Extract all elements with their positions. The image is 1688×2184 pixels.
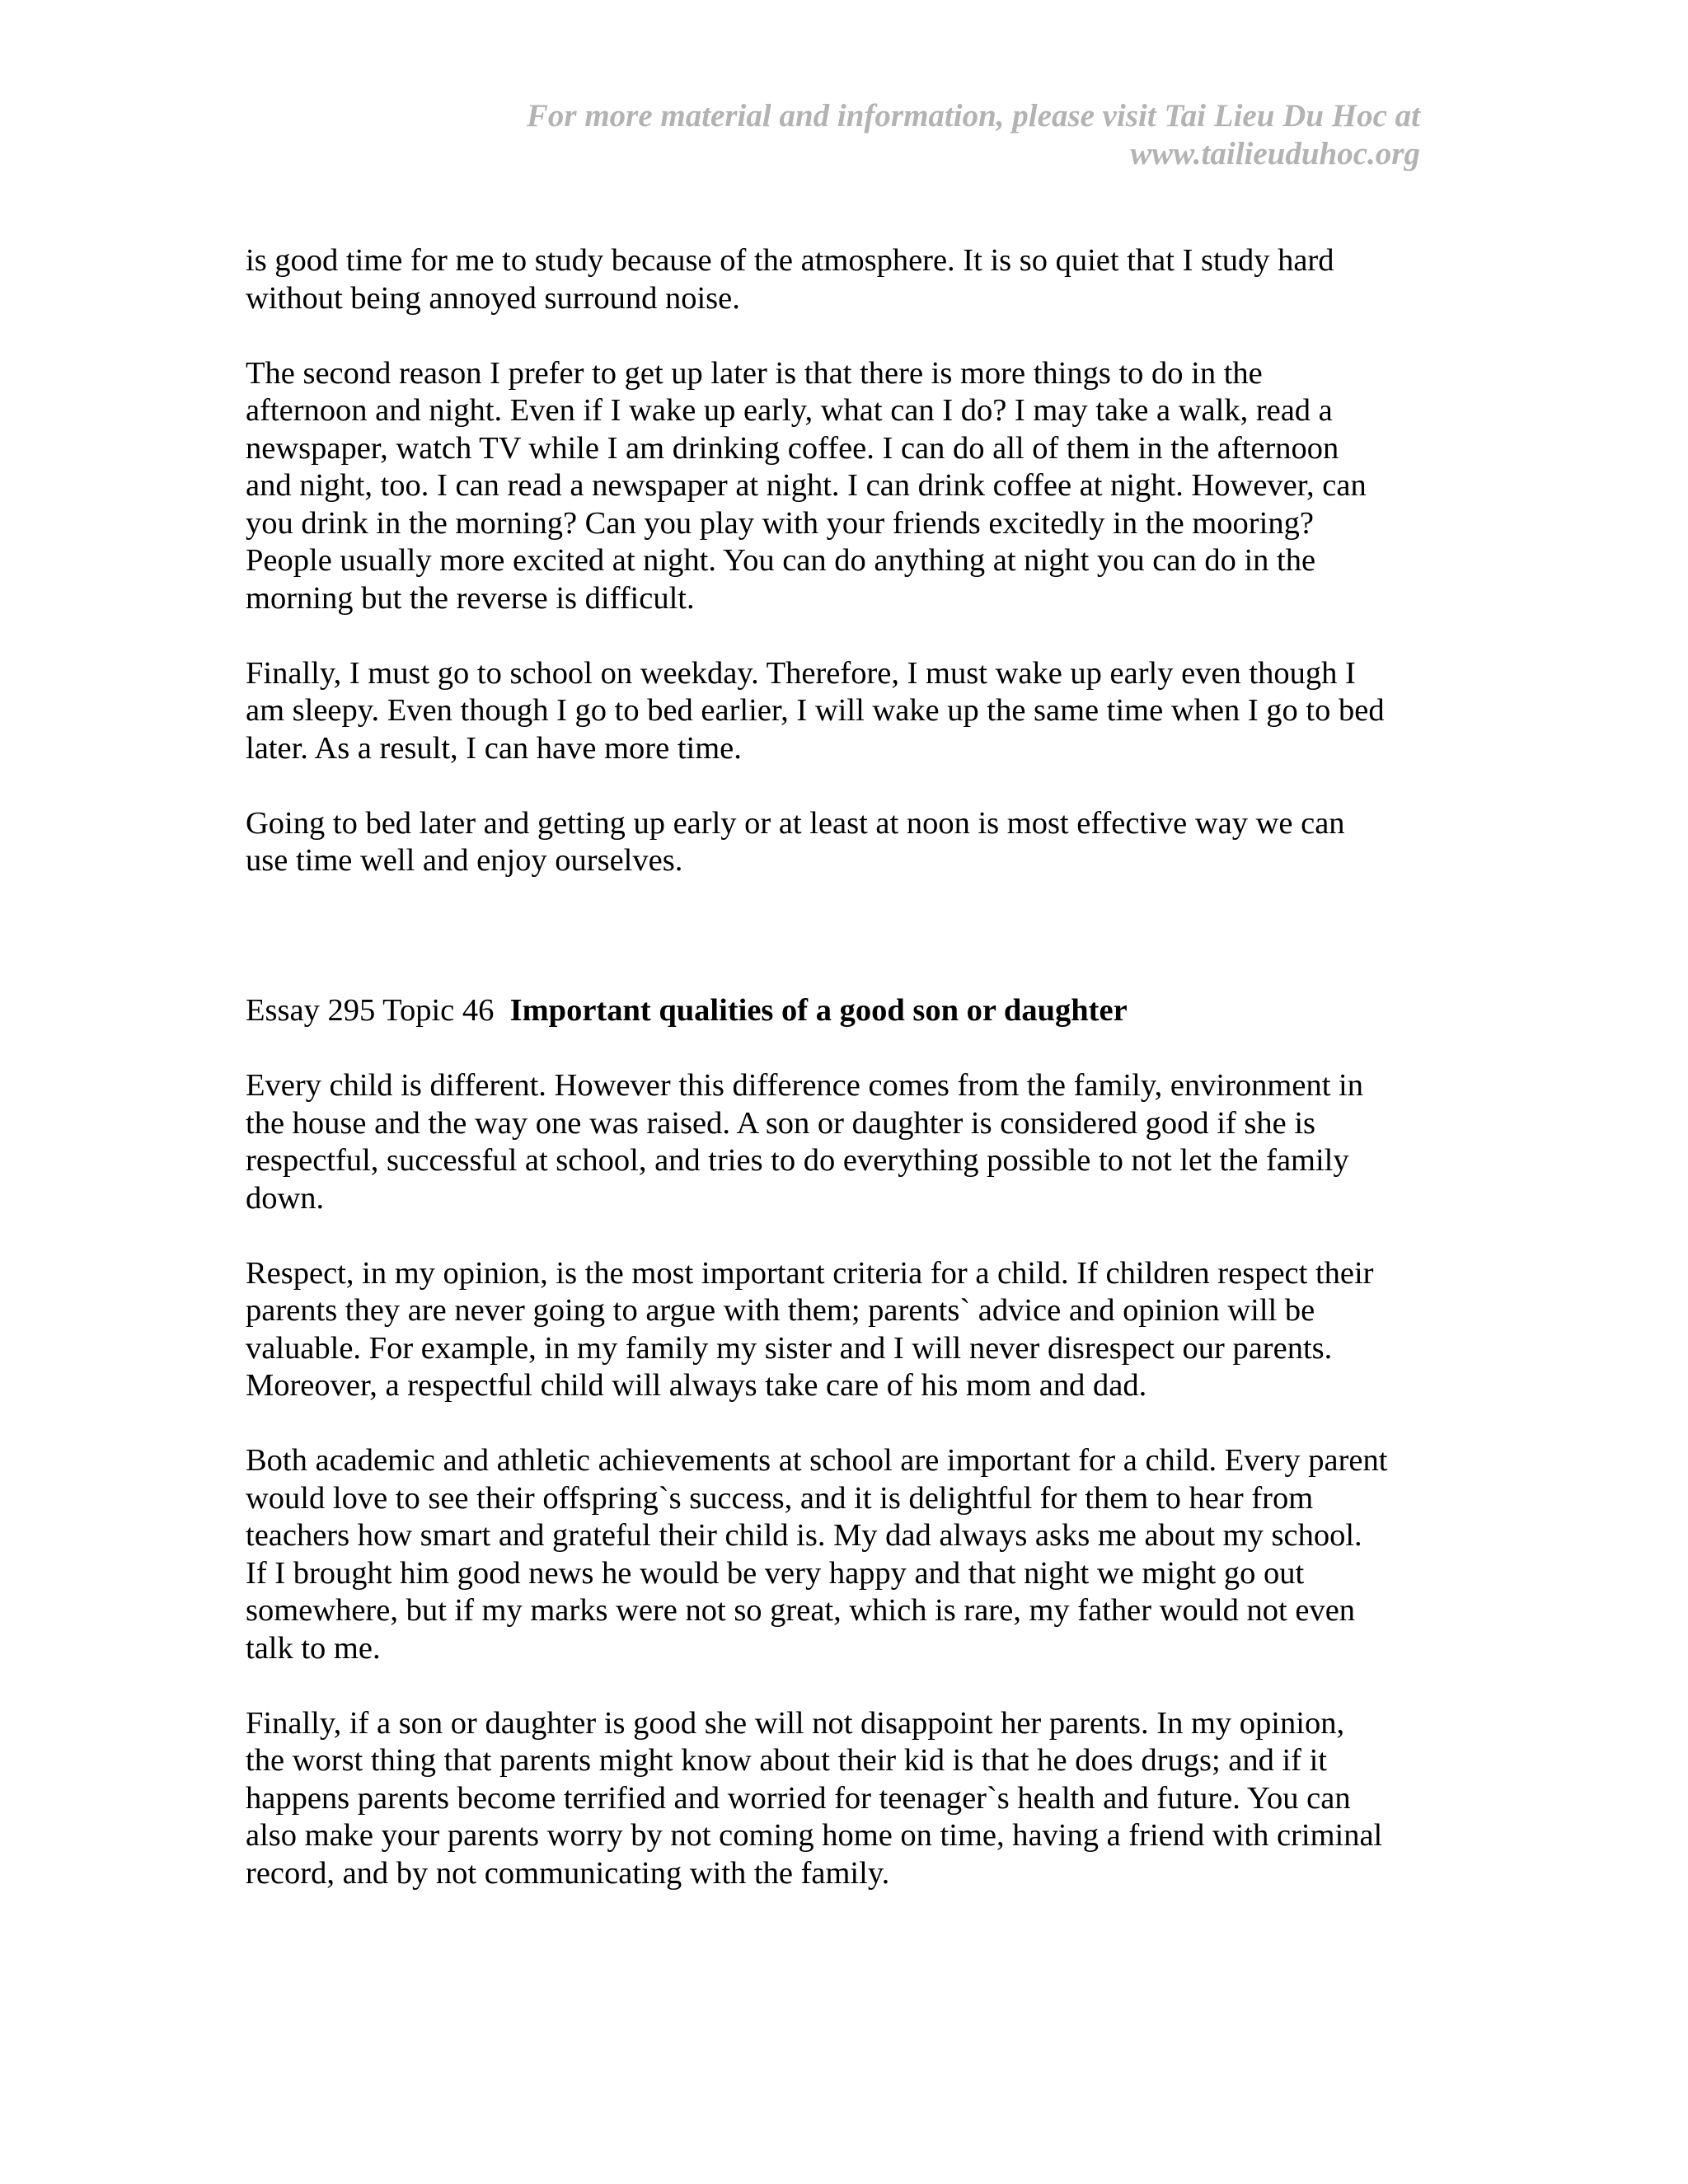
paragraph [246, 355, 1432, 618]
text-line: the house and the way one was raised. A son or daughter is considered good if she is [246, 1105, 1316, 1141]
text-line: valuable. For example, in my family my sister and I will never disrespect our parents. [246, 1330, 1333, 1366]
text-line: Finally, I must go to school on weekday. Therefore, I must wake up early even though I [246, 655, 1356, 691]
text-line: parents they are never going to argue with them; parents` advice and opinion will be [246, 1293, 1315, 1328]
paragraph [246, 1255, 1432, 1405]
text-line: you drink in the morning? Can you play with your friends excitedly in the mooring? [246, 505, 1314, 541]
essay-title: Important qualities of a good son or daughter [509, 993, 1128, 1028]
paragraph [246, 1442, 1432, 1667]
text-line: record, and by not communicating with the family. [246, 1855, 890, 1891]
text-line: and night, too. I can read a newspaper at night. I can drink coffee at night. However, can [246, 468, 1367, 503]
text-line: Both academic and athletic achievements at school are important for a child. Every parent [246, 1443, 1388, 1478]
text-line: is good time for me to study because of the atmosphere. It is so quiet that I study hard [246, 243, 1334, 278]
text-line: respectful, successful at school, and tries to do everything possible to not let the family [246, 1143, 1349, 1178]
text-line: newspaper, watch TV while I am drinking coffee. I can do all of them in the afternoon [246, 430, 1339, 466]
section-spacer [246, 917, 1432, 992]
page-header [349, 97, 1420, 173]
text-line: without being annoyed surround noise. [246, 280, 740, 316]
text-line: happens parents become terrified and worried for teenager`s health and future. You can [246, 1780, 1351, 1816]
text-line: down. [246, 1180, 325, 1216]
text-line: The second reason I prefer to get up later is that there is more things to do in the [246, 355, 1263, 391]
text-line: morning but the reverse is difficult. [246, 580, 695, 616]
document-body [246, 242, 1432, 1930]
text-line: Finally, if a son or daughter is good she will not disappoint her parents. In my opinion, [246, 1705, 1345, 1741]
paragraph [246, 242, 1432, 317]
paragraph [246, 1705, 1432, 1893]
essay-label: Essay 295 Topic 46 [246, 993, 495, 1028]
text-line: People usually more excited at night. You can do anything at night you can do in the [246, 543, 1316, 578]
text-line: talk to me. [246, 1630, 381, 1666]
text-line: Going to bed later and getting up early or at least at noon is most effective way we can [246, 805, 1345, 841]
text-line: If I brought him good news he would be very happy and that night we might go out [246, 1555, 1305, 1591]
essay-heading [246, 992, 1432, 1030]
text-line: use time well and enjoy ourselves. [246, 843, 683, 878]
text-line: also make your parents worry by not coming home on time, having a friend with criminal [246, 1818, 1383, 1853]
text-line: teachers how smart and grateful their child is. My dad always asks me about my school. [246, 1518, 1362, 1553]
text-line: afternoon and night. Even if I wake up early, what can I do? I may take a walk, read a [246, 393, 1333, 428]
header-line-2: www.tailieuduhoc.org [1130, 136, 1420, 171]
text-line: Every child is different. However this difference comes from the family, environment in [246, 1068, 1363, 1103]
paragraph [246, 1067, 1432, 1217]
header-line-1: For more material and information, please visit Tai Lieu Du Hoc at [526, 98, 1420, 134]
text-line: Respect, in my opinion, is the most important criteria for a child. If children respect their [246, 1255, 1374, 1291]
text-line: later. As a result, I can have more time. [246, 730, 742, 766]
text-line: Moreover, a respectful child will always take care of his mom and dad. [246, 1368, 1147, 1403]
paragraph [246, 655, 1432, 768]
paragraph [246, 805, 1432, 880]
text-line: the worst thing that parents might know about their kid is that he does drugs; and if it [246, 1743, 1328, 1778]
text-line: would love to see their offspring`s success, and it is delightful for them to hear from [246, 1480, 1314, 1516]
text-line: am sleepy. Even though I go to bed earlier, I will wake up the same time when I go to bed [246, 693, 1385, 728]
text-line: somewhere, but if my marks were not so great, which is rare, my father would not even [246, 1593, 1356, 1628]
